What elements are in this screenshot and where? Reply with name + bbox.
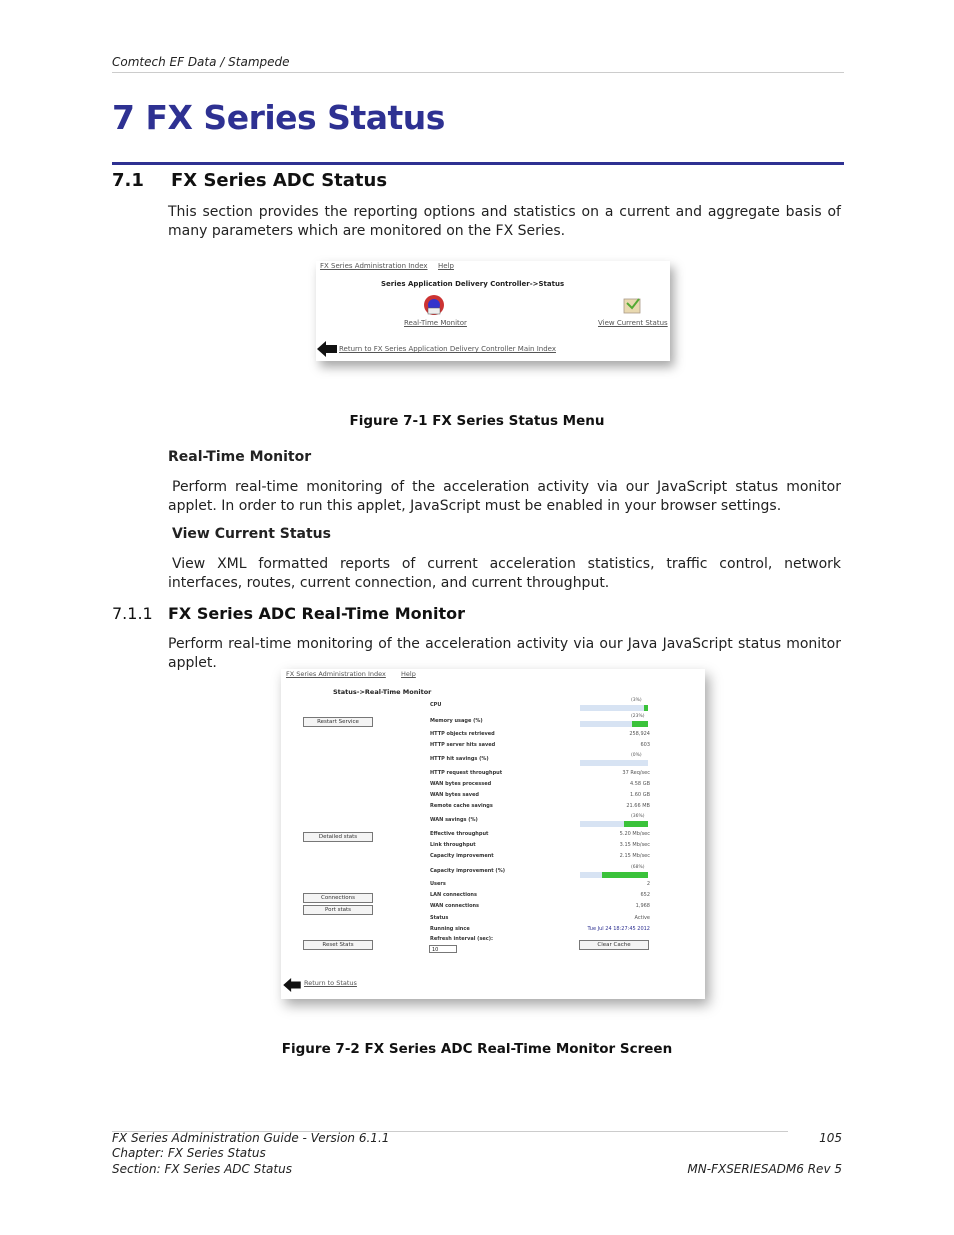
- monitor-row-label: Users: [430, 881, 446, 887]
- usage-percent-label: (36%): [631, 814, 645, 819]
- monitor-row: [430, 881, 650, 890]
- usage-bar: [580, 821, 648, 827]
- monitor-row: [430, 903, 650, 912]
- monitor-row-label: Capacity improvement (%): [430, 868, 505, 874]
- monitor-row-label: HTTP server hits saved: [430, 742, 496, 748]
- monitor-row-label: WAN connections: [430, 903, 480, 909]
- subsection-body: Perform real-time monitoring of the acceleration activity via our Java JavaScript status monitor applet.: [168, 636, 841, 671]
- monitor-row-value: 21.66 MB: [626, 803, 650, 809]
- usage-bar: [580, 872, 648, 878]
- monitor-row-label: Capacity improvement: [430, 853, 494, 859]
- footer-section: Section: FX Series ADC Status: [112, 1162, 292, 1176]
- realtime-body: Perform real-time monitoring of the acceleration activity via our JavaScript status monitor applet. In order to run this applet, JavaScript must be enabled in your browser settings.: [168, 479, 841, 514]
- monitor-row-label: HTTP objects retrieved: [430, 731, 495, 737]
- nav-index-link[interactable]: FX Series Administration Index: [286, 670, 386, 678]
- monitor-row-value: 4.58 GB: [629, 781, 650, 787]
- monitor-row-label: Memory usage (%): [430, 718, 483, 724]
- monitor-title: Status->Real-Time Monitor: [333, 688, 432, 696]
- monitor-row-label: LAN connections: [430, 892, 477, 898]
- back-arrow-icon[interactable]: [283, 978, 301, 992]
- usage-percent-label: (68%): [631, 865, 645, 870]
- section-title: FX Series ADC Status: [171, 170, 388, 191]
- section-heading: [112, 170, 387, 191]
- clear-cache-button[interactable]: Clear Cache: [579, 940, 649, 950]
- figure1-caption: Figure 7-1 FX Series Status Menu: [349, 413, 605, 429]
- viewstatus-heading: View Current Status: [172, 526, 331, 542]
- monitor-row-value: 37 Req/sec: [622, 770, 650, 776]
- detailed-stats-button[interactable]: Detailed stats: [303, 832, 373, 842]
- usage-bar-fill: [632, 721, 648, 727]
- connections-button[interactable]: Connections: [303, 893, 373, 903]
- usage-percent-label: (3%): [631, 698, 642, 703]
- port-stats-button[interactable]: Port stats: [303, 905, 373, 915]
- monitor-row: [430, 742, 650, 751]
- view-status-icon[interactable]: [620, 293, 644, 317]
- monitor-row-value: 2: [646, 881, 650, 887]
- monitor-row-value: Active: [634, 915, 650, 921]
- chapter-title: 7 FX Series Status: [112, 98, 445, 137]
- subsection-title: FX Series ADC Real-Time Monitor: [168, 604, 466, 623]
- restart-service-button[interactable]: Restart Service: [303, 717, 373, 727]
- running-head: Comtech EF Data / Stampede: [112, 55, 290, 69]
- monitor-row-label: WAN savings (%): [430, 817, 478, 823]
- return-main-link[interactable]: Return to FX Series Application Delivery Controller Main Index: [339, 345, 556, 353]
- header-rule: [112, 72, 844, 73]
- monitor-row-label: WAN bytes processed: [430, 781, 492, 787]
- monitor-row-value: Tue Jul 24 18:27:45 2012: [587, 926, 650, 932]
- monitor-row: [430, 731, 650, 740]
- refresh-interval-input[interactable]: 10: [429, 945, 457, 953]
- monitor-row-value: 1.60 GB: [629, 792, 650, 798]
- view-status-link[interactable]: View Current Status: [598, 319, 668, 327]
- section-intro: This section provides the reporting options and statistics on a current and aggregate basis of many parameters which are monitored on the FX Series.: [168, 204, 841, 239]
- monitor-row-value: 2.15 Mb/sec: [619, 853, 650, 859]
- usage-bar-fill: [624, 821, 648, 827]
- usage-percent-label: (23%): [631, 714, 645, 719]
- monitor-row-value: 652: [640, 892, 650, 898]
- usage-bar: [580, 721, 648, 727]
- realtime-heading: Real-Time Monitor: [168, 449, 312, 465]
- back-arrow-icon[interactable]: [317, 341, 337, 357]
- nav-help-link[interactable]: Help: [438, 262, 454, 270]
- realtime-monitor-icon[interactable]: [422, 293, 446, 317]
- monitor-row-value: 1,968: [635, 903, 650, 909]
- monitor-row: [430, 770, 650, 779]
- realtime-monitor-link[interactable]: Real-Time Monitor: [404, 319, 467, 327]
- monitor-row: [430, 926, 650, 935]
- monitor-row-label: HTTP hit savings (%): [430, 756, 489, 762]
- doc-id: MN-FXSERIESADM6 Rev 5: [687, 1162, 842, 1176]
- monitor-row: [430, 915, 650, 924]
- viewstatus-body: View XML formatted reports of current acceleration statistics, traffic control, network interfaces, routes, current connection, and current throughput.: [168, 556, 841, 591]
- usage-bar: [580, 760, 648, 766]
- monitor-row: [430, 781, 650, 790]
- monitor-row-value: 258,924: [629, 731, 650, 737]
- usage-bar-fill: [644, 705, 648, 711]
- monitor-row: [430, 936, 650, 945]
- subsection-number: 7.1.1: [112, 604, 153, 623]
- reset-stats-button[interactable]: Reset Stats: [303, 940, 373, 950]
- monitor-row: [430, 892, 650, 901]
- monitor-row-value: 603: [640, 742, 650, 748]
- footer-guide: FX Series Administration Guide - Version 6.1.1: [112, 1131, 390, 1145]
- nav-help-link[interactable]: Help: [401, 670, 416, 678]
- monitor-row-label: CPU: [430, 702, 442, 708]
- return-status-link[interactable]: Return to Status: [304, 979, 357, 987]
- monitor-row: [430, 842, 650, 851]
- monitor-row: [430, 792, 650, 801]
- monitor-row-label: Refresh interval (sec):: [430, 936, 494, 942]
- monitor-row-label: Link throughput: [430, 842, 476, 848]
- monitor-row-label: HTTP request throughput: [430, 770, 503, 776]
- monitor-row: [430, 831, 650, 840]
- monitor-row: [430, 803, 650, 812]
- chapter-rule: [112, 162, 844, 165]
- figure-realtime-monitor: [281, 669, 705, 999]
- monitor-row-label: Remote cache savings: [430, 803, 493, 809]
- figure2-caption: Figure 7-2 FX Series ADC Real-Time Monitor Screen: [281, 1041, 673, 1057]
- usage-bar: [580, 705, 648, 711]
- section-number: 7.1: [112, 170, 144, 191]
- monitor-row-label: Status: [430, 915, 449, 921]
- footer-chapter: Chapter: FX Series Status: [112, 1146, 266, 1160]
- monitor-row: [430, 853, 650, 862]
- subsection-heading: [112, 604, 465, 623]
- page-number: 105: [819, 1131, 842, 1145]
- usage-percent-label: (0%): [631, 753, 642, 758]
- monitor-row-label: WAN bytes saved: [430, 792, 480, 798]
- menu-title: Series Application Delivery Controller->Status: [381, 280, 565, 288]
- figure-status-menu: [316, 261, 670, 361]
- nav-index-link[interactable]: FX Series Administration Index: [320, 262, 428, 270]
- monitor-row-label: Running since: [430, 926, 470, 932]
- monitor-row-label: Effective throughput: [430, 831, 489, 837]
- monitor-row-value: 5.20 Mb/sec: [619, 831, 650, 837]
- usage-bar-fill: [602, 872, 648, 878]
- monitor-row-value: 3.15 Mb/sec: [619, 842, 650, 848]
